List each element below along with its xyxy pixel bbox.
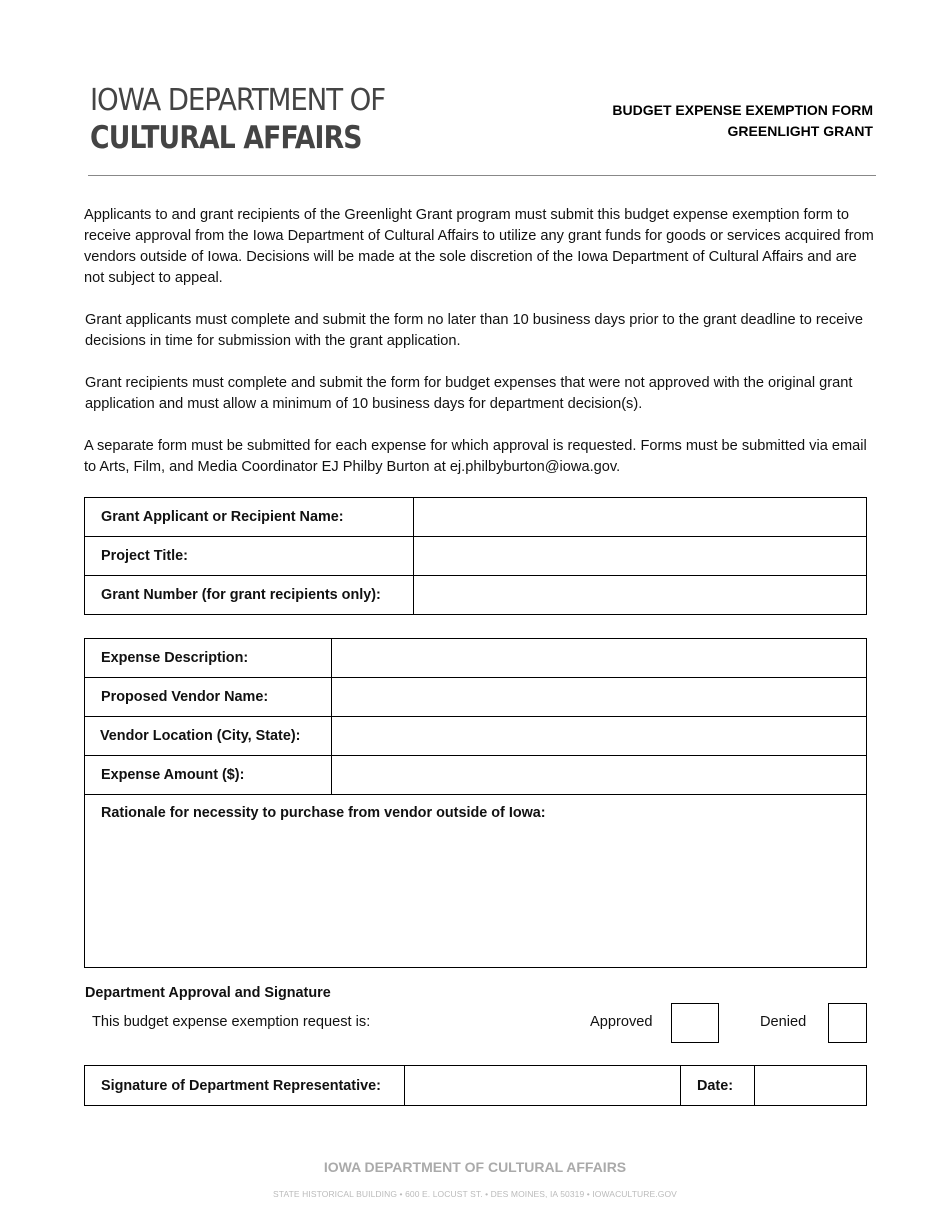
table-row (85, 756, 867, 795)
rationale-label: Rationale for necessity to purchase from vendor outside of Iowa: (101, 805, 546, 821)
applicant-name-field[interactable] (414, 498, 867, 537)
instructions-paragraph-3: Grant recipients must complete and submit the form for budget expenses that were not approved with the original grant application and must allow a minimum of 10 business days for department decision(s). (85, 375, 853, 412)
department-logo (90, 82, 411, 156)
table-row (85, 1066, 867, 1106)
date-label: Date: (681, 1066, 755, 1106)
approved-checkbox[interactable] (671, 1003, 719, 1043)
signature-label: Signature of Department Representative: (85, 1066, 405, 1106)
instructions-paragraph-2: Grant applicants must complete and submit the form no later than 10 business days prior to the grant deadline to receive decisions in time for submission with the grant application. (85, 312, 863, 349)
instructions-paragraph-4: A separate form must be submitted for each expense for which approval is requested. Forms must be submitted via email to Arts, Film, and Media Coordinator EJ Philby Burton at ej.philbyburton@iowa.gov. (84, 438, 867, 475)
vendor-name-field[interactable] (332, 678, 867, 717)
vendor-name-label: Proposed Vendor Name: (85, 678, 332, 717)
form-title-line-2: GREENLIGHT GRANT (727, 123, 873, 139)
approved-label: Approved (590, 1014, 653, 1030)
denied-label: Denied (760, 1014, 807, 1030)
header-divider (88, 175, 876, 176)
form-title (612, 100, 873, 142)
table-row (85, 498, 867, 537)
date-field[interactable] (755, 1066, 867, 1106)
table-row (85, 795, 867, 968)
project-title-field[interactable] (414, 537, 867, 576)
expense-amount-label: Expense Amount ($): (85, 756, 332, 795)
expense-description-field[interactable] (332, 639, 867, 678)
project-title-label: Project Title: (85, 537, 414, 576)
approval-statement: This budget expense exemption request is: (92, 1014, 371, 1030)
logo-line-1: IOWA DEPARTMENT OF (90, 83, 386, 118)
vendor-location-label: Vendor Location (City, State): (85, 717, 332, 756)
footer-address: STATE HISTORICAL BUILDING • 600 E. LOCUST ST. • DES MOINES, IA 50319 • IOWACULTURE.GOV (273, 1189, 677, 1199)
expense-info-table (84, 638, 867, 968)
approval-heading: Department Approval and Signature (85, 985, 331, 1001)
applicant-info-table (84, 497, 867, 615)
grant-number-field[interactable] (414, 576, 867, 615)
signature-table (84, 1065, 867, 1106)
table-row (85, 717, 867, 756)
expense-amount-field[interactable] (332, 756, 867, 795)
table-row (85, 678, 867, 717)
instructions-paragraph-1: Applicants to and grant recipients of the Greenlight Grant program must submit this budget expense exemption form to receive approval from the Iowa Department of Cultural Affairs to utilize any grant funds for goods or services acquired from vendors outside of Iowa. Decisions will be made at the sole discretion of the Iowa Department of Cultural Affairs and are not subject to appeal. (84, 207, 874, 286)
applicant-name-label: Grant Applicant or Recipient Name: (85, 498, 414, 537)
table-row (85, 537, 867, 576)
expense-description-label: Expense Description: (85, 639, 332, 678)
vendor-location-field[interactable] (332, 717, 867, 756)
table-row (85, 639, 867, 678)
rationale-field[interactable] (85, 795, 867, 968)
instructions (84, 205, 874, 499)
denied-checkbox[interactable] (828, 1003, 867, 1043)
signature-field[interactable] (405, 1066, 681, 1106)
footer-department-name: IOWA DEPARTMENT OF CULTURAL AFFAIRS (323, 1159, 627, 1175)
logo-line-2: CULTURAL AFFAIRS (90, 120, 362, 156)
table-row (85, 576, 867, 615)
grant-number-label: Grant Number (for grant recipients only): (85, 576, 414, 615)
form-title-line-1: BUDGET EXPENSE EXEMPTION FORM (612, 102, 873, 118)
